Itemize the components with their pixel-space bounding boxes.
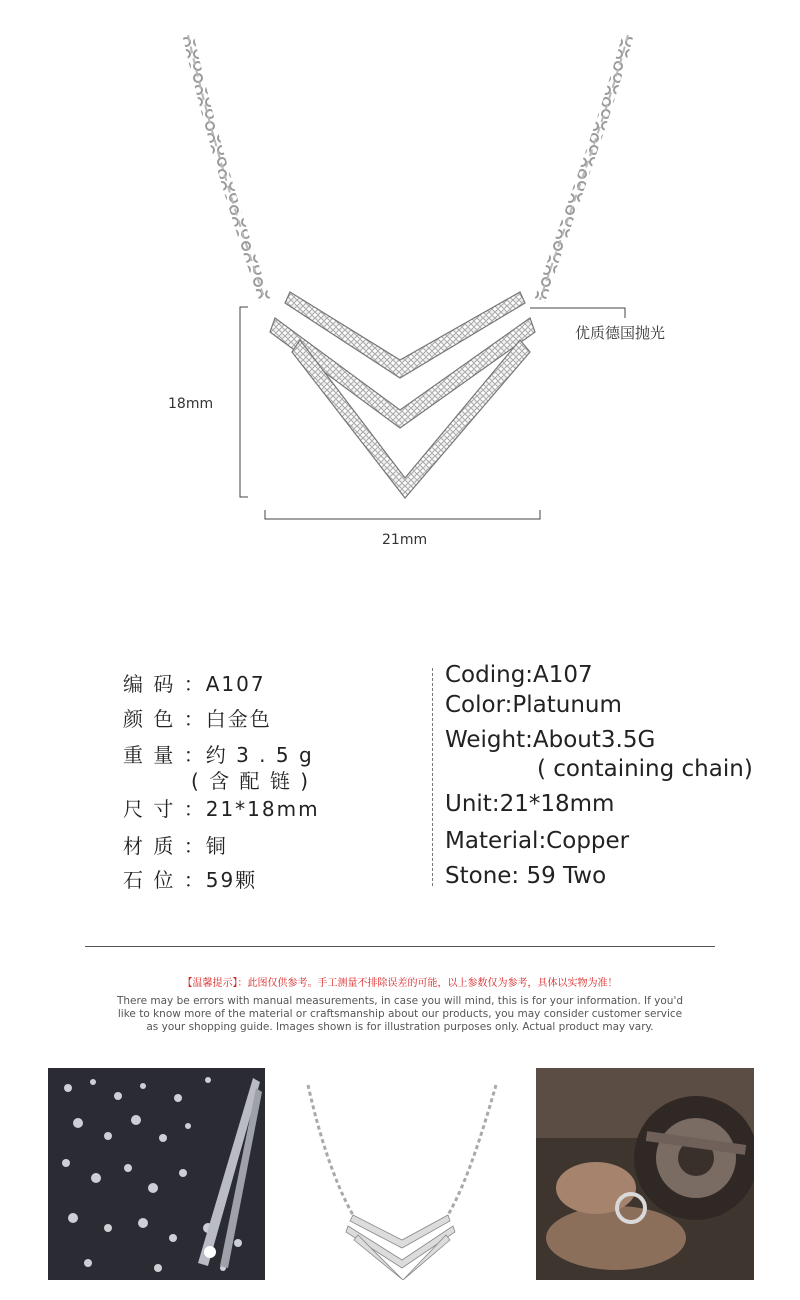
polishing-craft-photo	[536, 1068, 754, 1280]
necklace-thumbnail-photo	[298, 1080, 506, 1280]
v-pendant	[270, 292, 535, 498]
diamonds-tweezers-photo	[48, 1068, 265, 1280]
spec-cn-weight-note: ( 含 配 链 )	[191, 769, 311, 793]
notice-en-line-3: as your shopping guide. Images shown is for illustration purposes only. Actual product may vary.	[146, 1021, 654, 1033]
spec-cn-material: 材 质 ：铜	[123, 834, 228, 858]
chain-right	[540, 35, 628, 300]
spec-cn-weight: 重 量 ：约 3 . 5 g	[123, 743, 314, 767]
height-dimension-label: 18mm	[168, 396, 214, 412]
spec-en-weight-note: ( containing chain)	[537, 756, 753, 782]
spec-en-code: Coding:A107	[445, 662, 593, 688]
width-dimension-label: 21mm	[382, 532, 428, 548]
spec-en-material: Material:Copper	[445, 828, 630, 854]
polish-label: 优质德国抛光	[575, 324, 666, 342]
notice-en-line-2: like to know more of the material or craftsmanship about our products, you may consider customer service	[117, 1008, 683, 1020]
spec-en-weight: Weight:About3.5G	[445, 727, 656, 753]
notice-en	[60, 995, 740, 1034]
spec-en-unit: Unit:21*18mm	[445, 791, 615, 817]
section-divider	[85, 946, 715, 947]
spec-cn-stones: 石 位 ：59颗	[123, 868, 258, 892]
product-hero-image	[0, 0, 800, 600]
spec-cn-code: 编 码 ：A107	[123, 672, 266, 696]
chain-left	[188, 35, 265, 300]
spec-en-stones: Stone: 59 Two	[445, 863, 607, 889]
notice-cn: 【温馨提示】：此图仅供参考。手工测量不排除误差的可能，以上参数仅为参考，具体以实物为准！	[182, 978, 618, 989]
spec-cn-size: 尺 寸 ：21*18mm	[123, 797, 320, 821]
spec-cn-color: 颜 色 ：白金色	[123, 707, 272, 731]
spec-column-divider	[432, 668, 433, 886]
spec-en-color: Color:Platunum	[445, 692, 622, 718]
notice-en-line-1: There may be errors with manual measurements, in case you will mind, this is for your information. If you'd	[116, 995, 684, 1007]
